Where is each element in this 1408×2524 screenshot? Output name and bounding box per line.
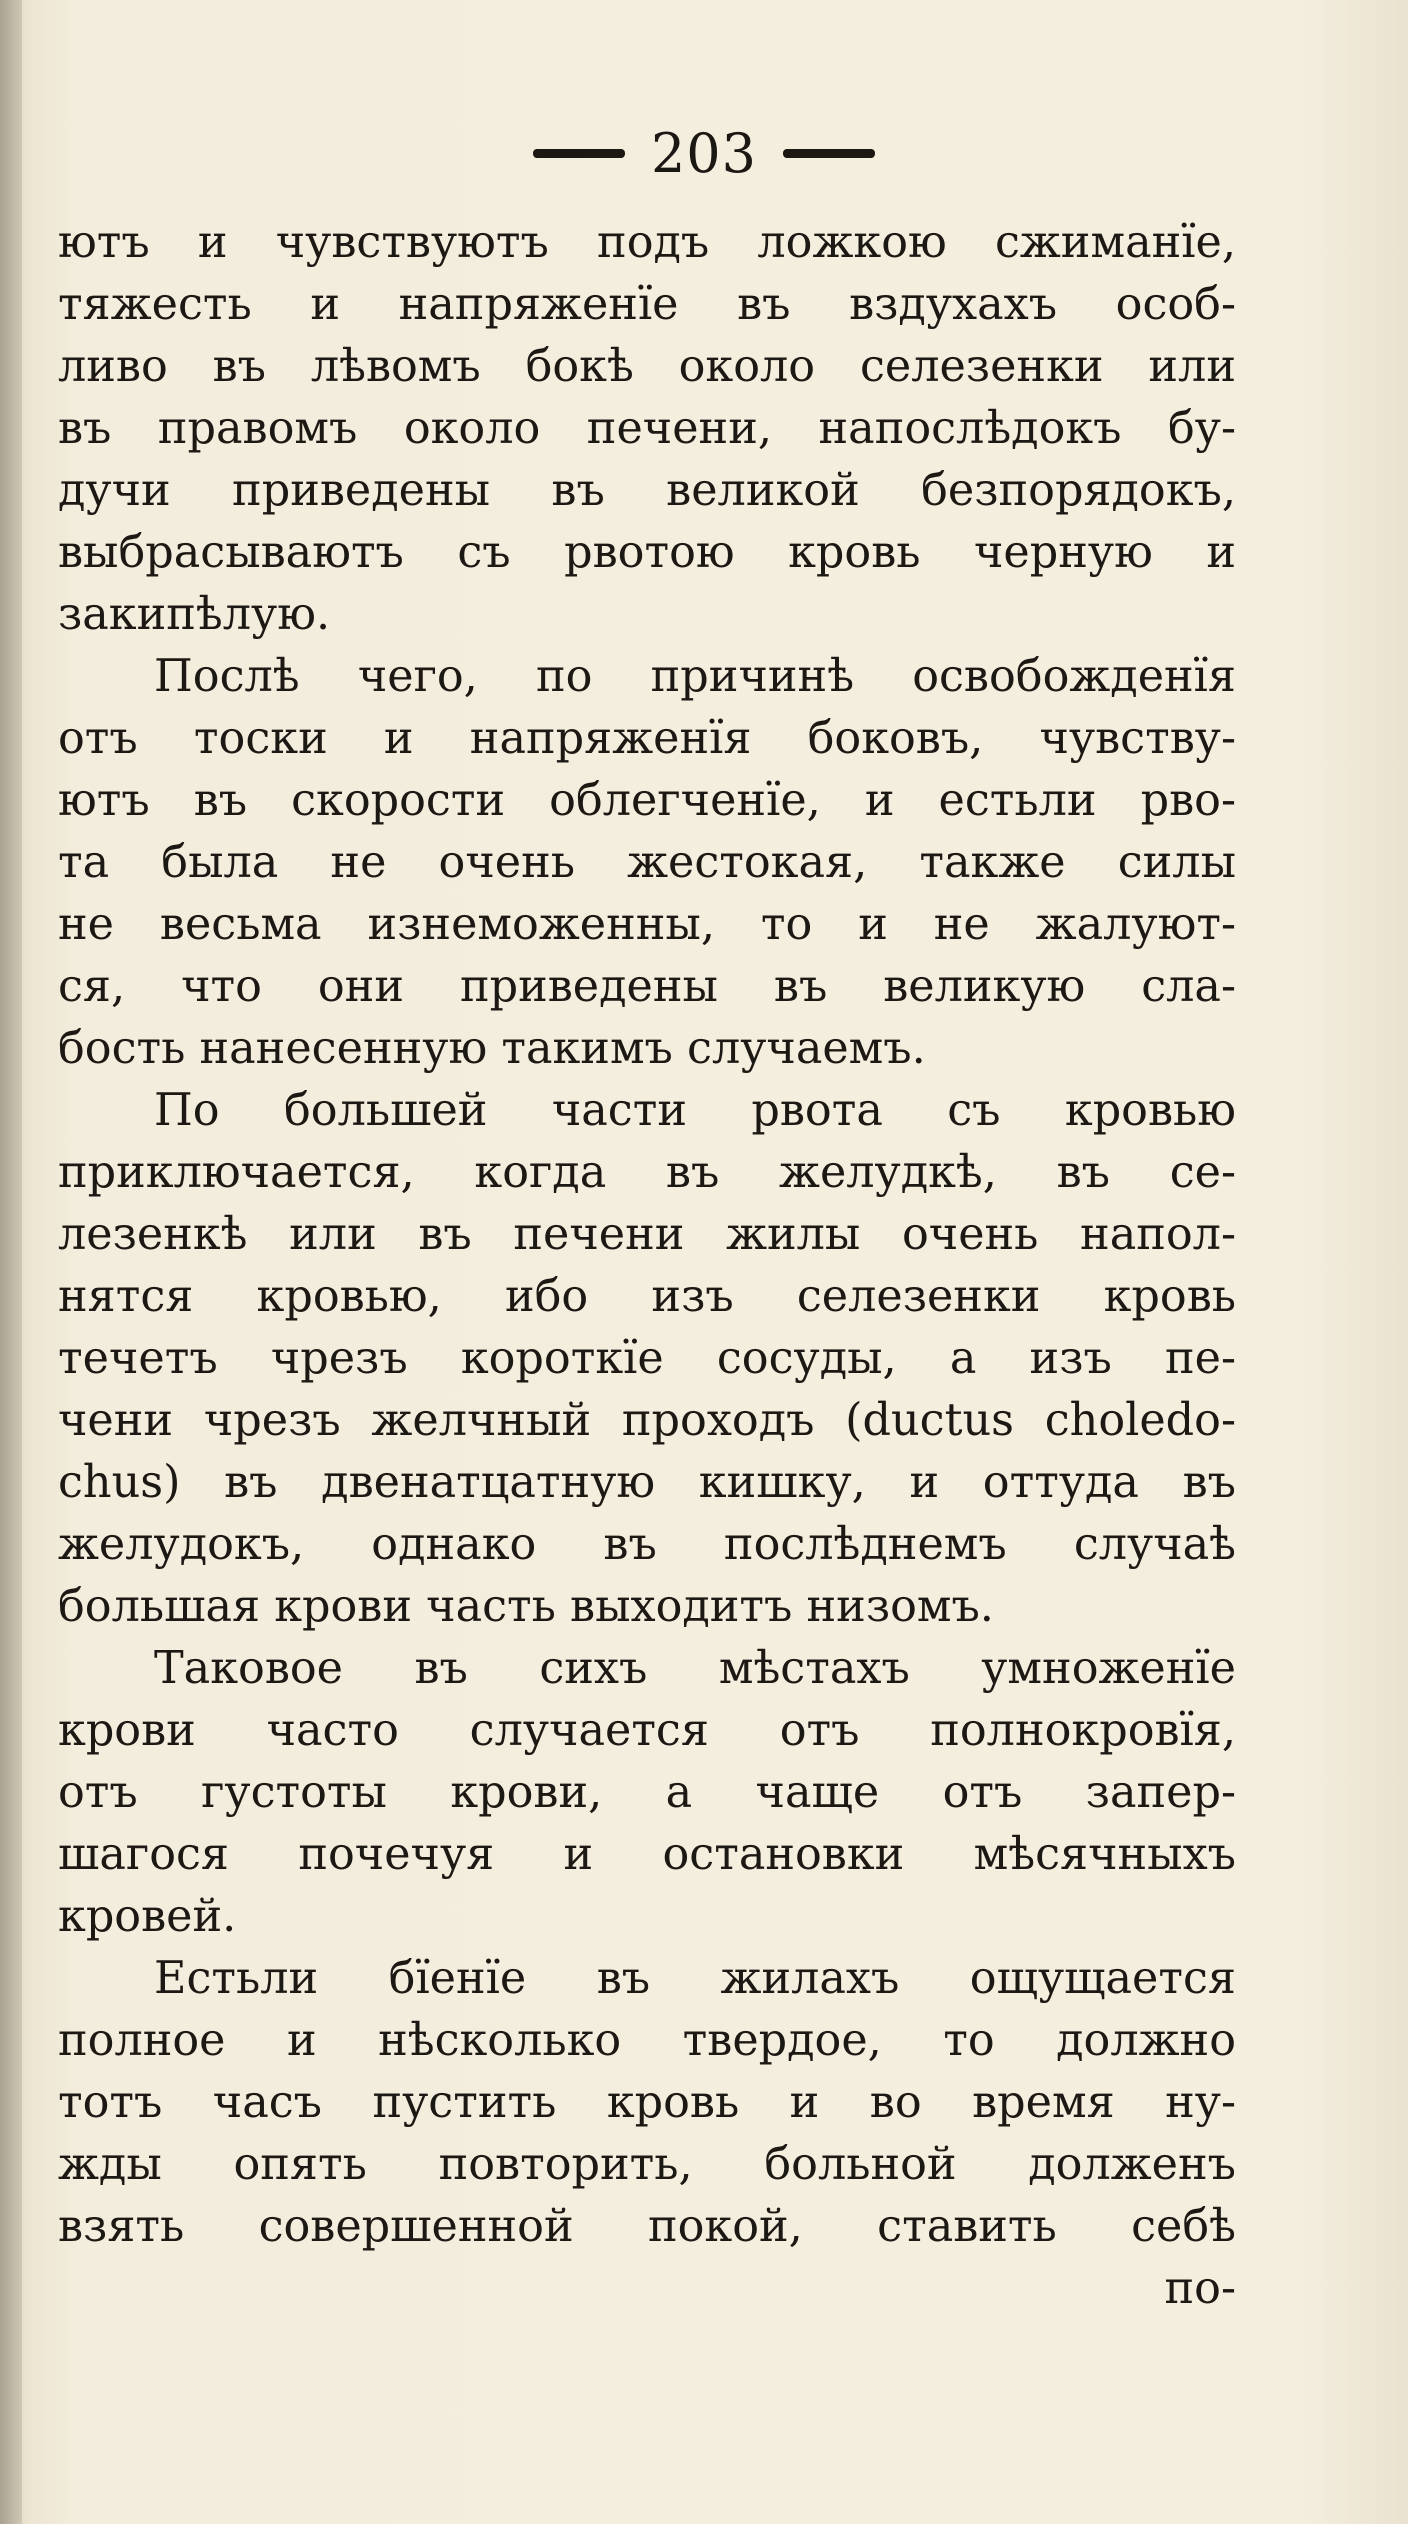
text-line: та была не очень жестокая, также силы [58,837,1236,888]
body-text [58,212,1236,2320]
text-line: ся, что они приведены въ великую сла- [58,961,1236,1012]
text-line: большая крови часть выходитъ низомъ. [58,1581,994,1632]
text-line: крови часто случается отъ полнокровїя, [58,1705,1236,1756]
text-line: ливо въ лѣвомъ бокѣ около селезенки или [58,341,1236,392]
text-line: нятся кровью, ибо изъ селезенки кровь [58,1271,1236,1322]
text-line: закипѣлую. [58,589,331,640]
text-line: взять совершенной покой, ставить себѣ [58,2201,1236,2252]
text-line: не весьма изнеможенны, то и не жалуют- [58,899,1236,950]
text-line: приключается, когда въ желудкѣ, въ се- [58,1147,1236,1198]
text-line: желудокъ, однако въ послѣднемъ случаѣ [58,1519,1236,1570]
page-number: 203 [650,122,758,185]
paragraph-first-line: Таковое въ сихъ мѣстахъ умноженїе [154,1643,1236,1694]
page-header [0,122,1408,202]
text-line: полное и нѣсколько твердое, то должно [58,2015,1236,2066]
text-line: ютъ въ скорости облегченїе, и естьли рво- [58,775,1236,826]
text-line: лезенкѣ или въ печени жилы очень напол- [58,1209,1236,1260]
text-line: отъ тоски и напряженїя боковъ, чувству- [58,713,1236,764]
text-line: отъ густоты крови, а чаще отъ запер- [58,1767,1236,1818]
text-line: дучи приведены въ великой безпорядокъ, [58,465,1236,516]
text-line: жды опять повторить, больной долженъ [58,2139,1236,2190]
paragraph-first-line: По большей части рвота съ кровью [154,1085,1236,1136]
text-line: шагося почечуя и остановки мѣсячныхъ [58,1829,1236,1880]
paragraph-first-line: Послѣ чего, по причинѣ освобожденїя [154,651,1236,702]
page-binding-edge [0,0,22,2524]
text-line: бость нанесенную такимъ случаемъ. [58,1023,926,1074]
paragraph-first-line: Естьли бїенїе въ жилахъ ощущается [154,1953,1236,2004]
text-line: въ правомъ около печени, напослѣдокъ бу- [58,403,1236,454]
catchword: по- [1164,2263,1236,2314]
text-line: тотъ часъ пустить кровь и во время ну- [58,2077,1236,2128]
text-line: чени чрезъ желчный проходъ (ductus choledo- [58,1395,1236,1446]
text-line: chus) въ двенатцатную кишку, и оттуда въ [58,1457,1236,1508]
text-line: течетъ чрезъ короткїе сосуды, а изъ пе- [58,1333,1236,1384]
text-line: ютъ и чувствуютъ подъ ложкою сжиманїе, [58,217,1236,268]
text-line: выбрасываютъ съ рвотою кровь черную и [58,527,1236,578]
header-rule-left [533,149,625,158]
header-rule-right [783,149,875,158]
text-line: тяжесть и напряженїе въ вздухахъ особ- [58,279,1236,330]
text-line: кровей. [58,1891,237,1942]
